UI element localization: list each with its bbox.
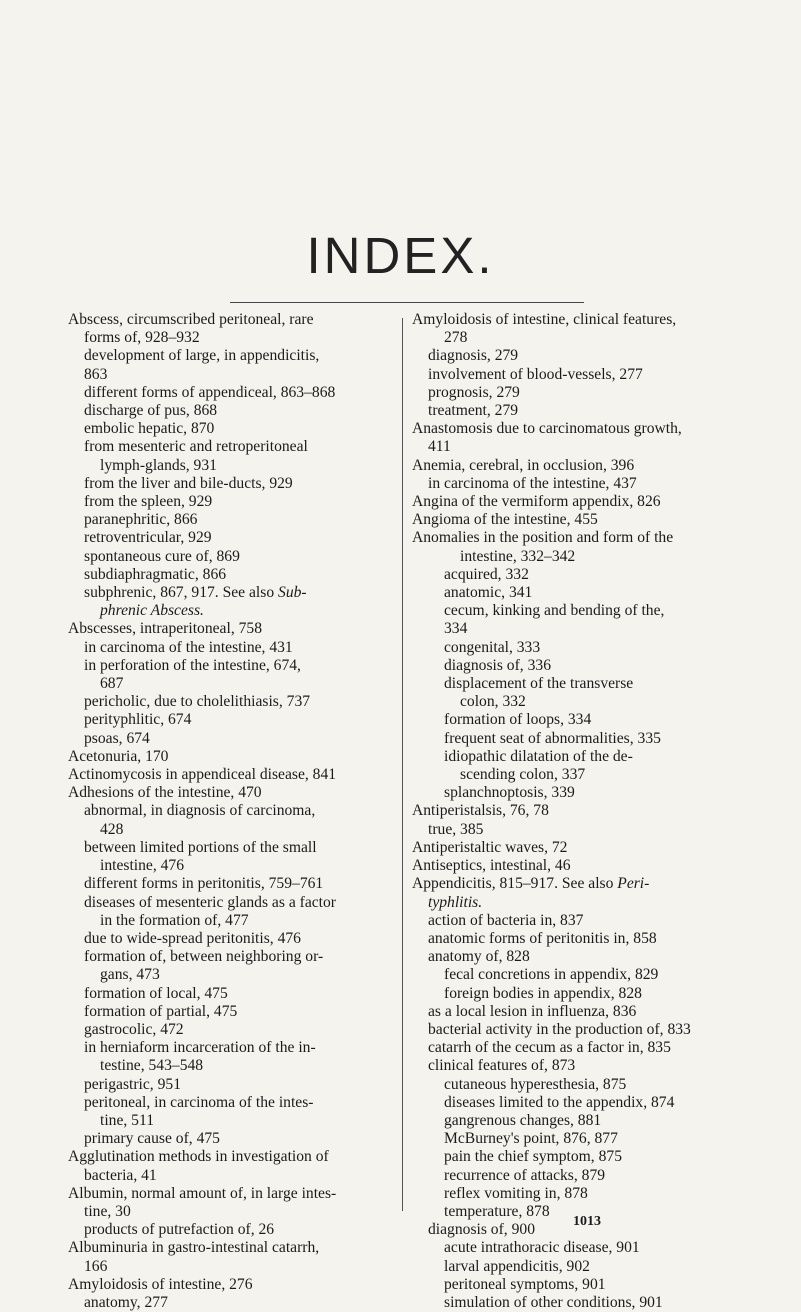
index-entry-text: Abscess, circumscribed peritoneal, rare: [68, 311, 314, 328]
index-entry: [68, 1258, 414, 1276]
index-entry-text: catarrh of the cecum as a factor in, 835: [428, 1039, 671, 1057]
index-entry: [412, 548, 762, 566]
index-entry: [68, 639, 414, 657]
index-entry: [412, 875, 762, 893]
index-entry-text: different forms of appendiceal, 863–868: [84, 383, 336, 401]
index-entry: [412, 366, 762, 384]
index-entry-text: diagnosis, 279: [428, 347, 519, 365]
index-entry-text: Amyloidosis of intestine, clinical features,: [412, 311, 677, 328]
index-entry-text: cecum, kinking and bending of the,: [444, 602, 665, 620]
index-entry: [412, 1148, 762, 1166]
index-entry-text: bacterial activity in the production of, 833: [428, 1020, 691, 1038]
index-entry: [412, 966, 762, 984]
index-entry-text: McBurney's point, 876, 877: [444, 1130, 618, 1148]
index-entry-text: tine, 511: [100, 1111, 154, 1129]
index-entry: [412, 329, 762, 347]
index-entry-text: gastrocolic, 472: [84, 1020, 184, 1038]
index-entry: [412, 821, 762, 839]
index-entry: [412, 529, 762, 547]
index-entry: [412, 1167, 762, 1185]
index-entry: [412, 438, 762, 456]
index-entry-text: perigastric, 951: [84, 1075, 181, 1093]
index-entry: [412, 1021, 762, 1039]
index-entry: [68, 402, 414, 420]
index-entry: [68, 584, 414, 602]
index-entry-text: foreign bodies in appendix, 828: [444, 984, 642, 1002]
index-entry-text: anatomy, 277: [84, 1293, 168, 1311]
index-entry: [68, 802, 414, 820]
index-entry-text: recurrence of attacks, 879: [444, 1166, 606, 1184]
index-entry-text: formation of loops, 334: [444, 711, 592, 729]
index-entry-text: gangrenous changes, 881: [444, 1111, 602, 1129]
index-entry: [68, 1239, 414, 1257]
index-entry-text: spontaneous cure of, 869: [84, 547, 240, 565]
page-title: INDEX.: [306, 227, 495, 284]
index-entry-text: in carcinoma of the intestine, 431: [84, 638, 293, 656]
index-entry-text: 687: [100, 675, 124, 693]
index-entry: [412, 948, 762, 966]
index-entry: [412, 1094, 762, 1112]
index-entry-text: from the liver and bile-ducts, 929: [84, 474, 293, 492]
index-entry: [412, 1130, 762, 1148]
index-entry-text: forms of, 928–932: [84, 329, 200, 347]
index-entry: [68, 1112, 414, 1130]
index-entry-text: Anomalies in the position and form of the: [412, 529, 674, 547]
index-entry: [68, 384, 414, 402]
index-entry-text: Angina of the vermiform appendix, 826: [412, 493, 661, 511]
index-entry: [412, 1276, 762, 1294]
index-entry: [412, 384, 762, 402]
index-entry: [68, 1076, 414, 1094]
index-entry-text: intestine, 476: [100, 857, 185, 875]
index-entry-text: larval appendicitis, 902: [444, 1257, 590, 1275]
index-entry-text: primary cause of, 475: [84, 1130, 220, 1148]
index-entry: [412, 475, 762, 493]
index-entry: [68, 1167, 414, 1185]
index-entry-text: 411: [428, 438, 451, 456]
index-entry: [68, 821, 414, 839]
index-entry-text: fecal concretions in appendix, 829: [444, 966, 659, 984]
index-entry-text: pain the chief symptom, 875: [444, 1148, 622, 1166]
index-entry: [412, 566, 762, 584]
index-entry-text: from the spleen, 929: [84, 493, 213, 511]
index-entry: [412, 347, 762, 365]
index-entry-text: Appendicitis, 815–917. See also: [412, 875, 618, 893]
index-entry-text: products of putrefaction of, 26: [84, 1221, 275, 1239]
index-entry-text: 428: [100, 820, 124, 838]
index-entry-text: in carcinoma of the intestine, 437: [428, 474, 637, 492]
index-entry: [68, 985, 414, 1003]
index-entry-text: Antiperistaltic waves, 72: [412, 838, 568, 856]
index-entry: [412, 602, 762, 620]
index-entry: [412, 657, 762, 675]
index-entry-text: Adhesions of the intestine, 470: [68, 784, 262, 802]
index-entry: [68, 857, 414, 875]
index-entry: [412, 620, 762, 638]
index-entry: [412, 402, 762, 420]
index-entry-text: clinical features of, 873: [428, 1057, 576, 1075]
index-entry-text: diseases of mesenteric glands as a factor: [84, 893, 336, 911]
index-entry: [68, 329, 414, 347]
column-divider: [402, 318, 403, 1211]
index-entry-text: discharge of pus, 868: [84, 402, 218, 420]
index-entry-text: action of bacteria in, 837: [428, 911, 584, 929]
index-entry: [68, 1148, 414, 1166]
index-entry: [412, 675, 762, 693]
index-entry-text: 278: [444, 329, 468, 347]
index-entry: [68, 784, 414, 802]
index-entry: [68, 1003, 414, 1021]
index-entry-text: frequent seat of abnormalities, 335: [444, 729, 661, 747]
index-entry: [412, 457, 762, 475]
index-column-right: [412, 311, 762, 1312]
index-entry-text: tine, 30: [84, 1202, 131, 1220]
index-entry-text: 334: [444, 620, 468, 638]
index-entry: [68, 839, 414, 857]
index-entry: [412, 912, 762, 930]
index-entry: [68, 511, 414, 529]
index-entry-text: testine, 543–548: [100, 1057, 204, 1075]
index-entry-text: due to wide-spread peritonitis, 476: [84, 929, 301, 947]
index-entry: [412, 730, 762, 748]
index-entry-cross-reference: Peri-: [617, 875, 650, 893]
index-entry: [68, 311, 414, 329]
index-entry-text: embolic hepatic, 870: [84, 420, 215, 438]
index-entry-text: formation of local, 475: [84, 984, 228, 1002]
index-entry-cross-reference: Sub-: [278, 584, 307, 602]
index-entry: [412, 584, 762, 602]
index-entry-text: Angioma of the intestine, 455: [412, 511, 598, 529]
index-entry: [412, 857, 762, 875]
index-entry-text: psoas, 674: [84, 729, 150, 747]
index-entry-text: idiopathic dilatation of the de-: [444, 747, 633, 765]
index-entry-text: acute intrathoracic disease, 901: [444, 1239, 640, 1257]
index-entry: [412, 1112, 762, 1130]
index-entry-text: diagnosis of, 900: [428, 1221, 535, 1239]
index-entry-text: intestine, 332–342: [460, 547, 576, 565]
index-entry: [68, 529, 414, 547]
index-entry-text: 863: [84, 365, 108, 383]
index-entry: [412, 1294, 762, 1312]
page-number: 1013: [573, 1214, 601, 1229]
index-entry: [68, 602, 414, 620]
index-entry-text: treatment, 279: [428, 402, 519, 420]
index-entry-text: in perforation of the intestine, 674,: [84, 656, 301, 674]
index-entry-text: scending colon, 337: [460, 766, 586, 784]
index-entry-cross-reference: phrenic Abscess.: [100, 602, 204, 620]
index-entry-text: Amyloidosis of intestine, 276: [68, 1275, 253, 1293]
index-entry: [412, 311, 762, 329]
index-entry-text: pericholic, due to cholelithiasis, 737: [84, 693, 311, 711]
index-entry: [412, 1239, 762, 1257]
index-entry: [68, 1185, 414, 1203]
index-entry-text: simulation of other conditions, 901: [444, 1293, 663, 1311]
index-entry: [412, 784, 762, 802]
index-entry-text: Antiperistalsis, 76, 78: [412, 802, 549, 820]
index-entry-text: from mesenteric and retroperitoneal: [84, 438, 308, 456]
index-entry-text: as a local lesion in influenza, 836: [428, 1002, 637, 1020]
index-entry-text: anatomic forms of peritonitis in, 858: [428, 929, 657, 947]
index-entry: [68, 475, 414, 493]
index-entry-text: Anemia, cerebral, in occlusion, 396: [412, 456, 635, 474]
index-entry: [68, 1057, 414, 1075]
index-entry: [68, 766, 414, 784]
index-entry-text: formation of partial, 475: [84, 1002, 238, 1020]
index-entry: [68, 930, 414, 948]
index-entry: [412, 639, 762, 657]
index-entry: [68, 912, 414, 930]
index-entry-text: development of large, in appendicitis,: [84, 347, 320, 365]
index-entry: [412, 511, 762, 529]
index-entry-text: paranephritic, 866: [84, 511, 198, 529]
index-entry: [68, 693, 414, 711]
index-entry-text: bacteria, 41: [84, 1166, 157, 1184]
index-entry: [412, 802, 762, 820]
index-entry: [68, 493, 414, 511]
index-entry-text: Agglutination methods in investigation of: [68, 1148, 329, 1166]
index-entry: [412, 1258, 762, 1276]
index-entry-text: peritoneal, in carcinoma of the intes-: [84, 1093, 314, 1111]
index-entry: [68, 948, 414, 966]
index-entry: [68, 1294, 414, 1312]
index-entry-cross-reference: typhlitis.: [428, 893, 483, 911]
index-entry: [412, 1039, 762, 1057]
index-entry: [68, 1221, 414, 1239]
index-column-left: [68, 311, 414, 1312]
index-entry-text: Actinomycosis in appendiceal disease, 841: [68, 766, 337, 784]
index-entry-text: in herniaform incarceration of the in-: [84, 1039, 316, 1057]
index-entry-text: subdiaphragmatic, 866: [84, 565, 227, 583]
index-entry: [68, 420, 414, 438]
index-entry-text: Abscesses, intraperitoneal, 758: [68, 620, 263, 638]
index-entry-text: Anastomosis due to carcinomatous growth,: [412, 420, 682, 438]
index-entry: [412, 766, 762, 784]
index-entry: [412, 839, 762, 857]
index-entry-text: Albuminuria in gastro-intestinal catarrh,: [68, 1239, 320, 1257]
index-entry: [68, 566, 414, 584]
index-entry-text: displacement of the transverse: [444, 675, 634, 693]
index-entry: [412, 711, 762, 729]
index-entry: [412, 930, 762, 948]
index-entry-text: different forms in peritonitis, 759–761: [84, 875, 324, 893]
index-entry: [412, 1003, 762, 1021]
index-entry: [68, 730, 414, 748]
index-entry: [68, 875, 414, 893]
index-entry: [68, 966, 414, 984]
index-entry: [68, 1021, 414, 1039]
index-entry: [68, 748, 414, 766]
index-entry-text: diagnosis of, 336: [444, 656, 551, 674]
index-entry: [68, 347, 414, 365]
index-entry-text: cutaneous hyperesthesia, 875: [444, 1075, 627, 1093]
index-entry: [412, 1185, 762, 1203]
index-entry: [412, 1057, 762, 1075]
index-entry-text: anatomic, 341: [444, 584, 533, 602]
index-entry-text: involvement of blood-vessels, 277: [428, 365, 643, 383]
index-entry: [68, 711, 414, 729]
index-entry: [68, 1130, 414, 1148]
index-entry-text: Acetonuria, 170: [68, 747, 169, 765]
index-entry-text: congenital, 333: [444, 638, 541, 656]
index-entry: [412, 748, 762, 766]
index-entry-text: perityphlitic, 674: [84, 711, 192, 729]
index-entry: [412, 1076, 762, 1094]
index-entry-text: subphrenic, 867, 917. See also: [84, 584, 279, 602]
index-entry: [68, 438, 414, 456]
index-entry-text: Antiseptics, intestinal, 46: [412, 857, 571, 875]
index-entry: [412, 985, 762, 1003]
index-entry-text: diseases limited to the appendix, 874: [444, 1093, 675, 1111]
index-entry: [68, 366, 414, 384]
index-entry-text: between limited portions of the small: [84, 838, 317, 856]
index-entry: [68, 548, 414, 566]
index-entry-text: prognosis, 279: [428, 383, 520, 401]
index-entry: [412, 894, 762, 912]
index-entry: [68, 457, 414, 475]
index-entry: [412, 693, 762, 711]
index-entry-text: in the formation of, 477: [100, 911, 249, 929]
index-entry-text: Albumin, normal amount of, in large intes-: [68, 1184, 337, 1202]
title-rule: [230, 302, 584, 303]
index-entry-text: retroventricular, 929: [84, 529, 212, 547]
index-entry-text: temperature, 878: [444, 1202, 550, 1220]
index-entry: [68, 620, 414, 638]
index-entry-text: peritoneal symptoms, 901: [444, 1275, 606, 1293]
index-entry-text: gans, 473: [100, 966, 160, 984]
index-entry: [68, 1203, 414, 1221]
index-entry-text: lymph-glands, 931: [100, 456, 217, 474]
index-entry: [68, 675, 414, 693]
index-entry: [68, 657, 414, 675]
index-entry-text: splanchnoptosis, 339: [444, 784, 575, 802]
index-entry-text: reflex vomiting in, 878: [444, 1184, 588, 1202]
index-entry: [68, 1039, 414, 1057]
index-entry: [68, 1094, 414, 1112]
index-entry-text: anatomy of, 828: [428, 948, 530, 966]
index-entry: [412, 420, 762, 438]
index-entry-text: acquired, 332: [444, 565, 529, 583]
index-entry-text: true, 385: [428, 820, 484, 838]
index-entry: [68, 894, 414, 912]
index-entry-text: 166: [84, 1257, 108, 1275]
index-entry: [412, 493, 762, 511]
index-entry-text: colon, 332: [460, 693, 526, 711]
index-entry-text: abnormal, in diagnosis of carcinoma,: [84, 802, 316, 820]
index-entry: [68, 1276, 414, 1294]
index-entry-text: formation of, between neighboring or-: [84, 948, 324, 966]
